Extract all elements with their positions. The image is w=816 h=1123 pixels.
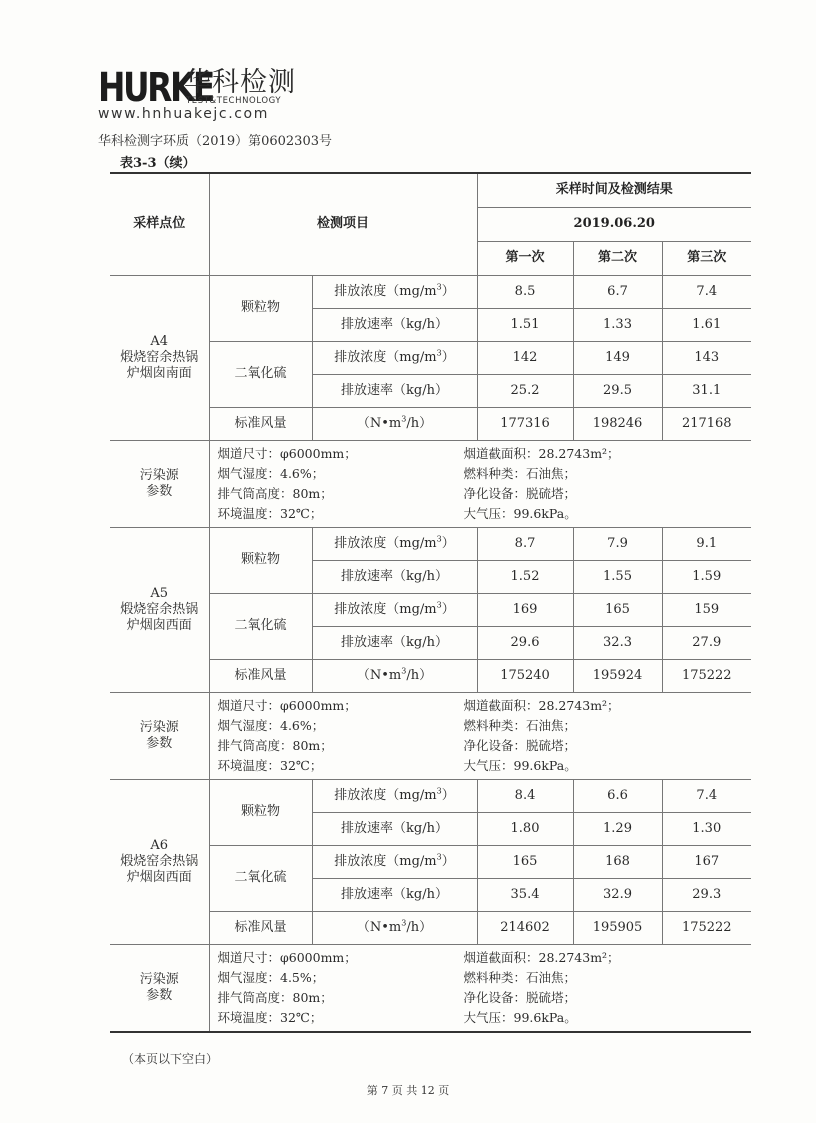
document-number: 华科检测字环质（2019）第0602303号 xyxy=(98,134,332,149)
logo-chinese-name: 华科检测 xyxy=(184,67,296,98)
site-desc-line2: 炉烟囱西面 xyxy=(126,617,192,633)
value-cell: 32.3 xyxy=(573,626,662,659)
value-cell: 1.80 xyxy=(477,812,573,845)
value-cell: 165 xyxy=(573,593,662,626)
item-so2: 二氧化硫 xyxy=(209,593,312,659)
param-conc: 排放浓度$(mg/m^3)$ xyxy=(312,341,477,374)
value-cell: 167 xyxy=(662,845,751,878)
site-desc-line2: 炉烟囱西面 xyxy=(126,869,192,885)
value-cell: 168 xyxy=(573,845,662,878)
source-params-label: 污染源 参数 xyxy=(110,944,209,1032)
value-cell: 35.4 xyxy=(477,878,573,911)
site-name: A6 xyxy=(150,837,169,853)
value-cell: 1.59 xyxy=(662,560,751,593)
flow-unit: $(N•m^3/h)$ xyxy=(312,911,477,944)
value-cell: 142 xyxy=(477,341,573,374)
site-a6-cell xyxy=(110,779,209,944)
param-rate: 排放速率（kg/h） xyxy=(312,560,477,593)
site-a5-cell xyxy=(110,527,209,692)
site-a4-cell xyxy=(110,275,209,440)
source-params-a4: 烟道尺寸：φ6000mm； 烟道截面积：28.2743m²； 烟气湿度：4.6%； 燃料种类：石油焦； 排气筒高度：80m； 净化设备：脱硫塔； 环境温度：32℃； 大气压：99.6kPa。 xyxy=(209,440,751,527)
value-cell: 1.51 xyxy=(477,308,573,341)
value-cell: 1.52 xyxy=(477,560,573,593)
item-so2: 二氧化硫 xyxy=(209,341,312,407)
value-cell: 8.4 xyxy=(477,779,573,812)
item-particulate: 颗粒物 xyxy=(209,779,312,845)
page-number: 第 7 页 共 12 页 xyxy=(366,1084,450,1097)
value-cell: 29.5 xyxy=(573,374,662,407)
value-cell: 175240 xyxy=(477,659,573,692)
value-cell: 7.4 xyxy=(662,275,751,308)
value-cell: 1.30 xyxy=(662,812,751,845)
value-cell: 25.2 xyxy=(477,374,573,407)
header-run-3: 第三次 xyxy=(662,241,751,275)
site-desc-line1: 煅烧窑余热锅 xyxy=(120,601,199,617)
value-cell: 143 xyxy=(662,341,751,374)
header-time-results: 采样时间及检测结果 xyxy=(477,173,751,207)
value-cell: 1.33 xyxy=(573,308,662,341)
param-conc: 排放浓度$(mg/m^3)$ xyxy=(312,779,477,812)
param-conc: 排放浓度$(mg/m^3)$ xyxy=(312,845,477,878)
source-params-a5: 烟道尺寸：φ6000mm； 烟道截面积：28.2743m²； 烟气湿度：4.6%； 燃料种类：石油焦； 排气筒高度：80m； 净化设备：脱硫塔； 环境温度：32℃； 大气压：99.6kPa。 xyxy=(209,692,751,779)
flow-unit: $(N•m^3/h)$ xyxy=(312,659,477,692)
item-particulate: 颗粒物 xyxy=(209,527,312,593)
value-cell: 32.9 xyxy=(573,878,662,911)
flow-unit: $(N•m^3/h)$ xyxy=(312,407,477,440)
site-desc-line1: 煅烧窑余热锅 xyxy=(120,349,199,365)
param-rate: 排放速率（kg/h） xyxy=(312,374,477,407)
value-cell: 217168 xyxy=(662,407,751,440)
source-params-label: 污染源 参数 xyxy=(110,692,209,779)
value-cell: 149 xyxy=(573,341,662,374)
company-website: www.hnhuakejc.com xyxy=(98,106,269,122)
param-rate: 排放速率（kg/h） xyxy=(312,812,477,845)
emission-results-table xyxy=(110,172,751,1033)
value-cell: 1.29 xyxy=(573,812,662,845)
value-cell: 7.9 xyxy=(573,527,662,560)
param-conc: 排放浓度$(mg/m^3)$ xyxy=(312,527,477,560)
value-cell: 1.55 xyxy=(573,560,662,593)
value-cell: 9.1 xyxy=(662,527,751,560)
value-cell: 159 xyxy=(662,593,751,626)
value-cell: 31.1 xyxy=(662,374,751,407)
value-cell: 165 xyxy=(477,845,573,878)
param-rate: 排放速率（kg/h） xyxy=(312,626,477,659)
value-cell: 29.3 xyxy=(662,878,751,911)
param-conc: 排放浓度$(mg/m^3)$ xyxy=(312,275,477,308)
source-params-label: 污染源 参数 xyxy=(110,440,209,527)
table-title: 表3-3（续） xyxy=(120,156,196,171)
header-date: 2019.06.20 xyxy=(477,207,751,241)
param-conc: 排放浓度$(mg/m^3)$ xyxy=(312,593,477,626)
value-cell: 29.6 xyxy=(477,626,573,659)
logo-english-tagline: TEST&TECHNOLOGY xyxy=(186,96,282,106)
logo-mark: HURKE xyxy=(98,65,213,111)
blank-below-note: （本页以下空白） xyxy=(122,1052,219,1066)
site-desc-line1: 煅烧窑余热锅 xyxy=(120,853,199,869)
item-particulate: 颗粒物 xyxy=(209,275,312,341)
value-cell: 175222 xyxy=(662,659,751,692)
header-sampling-point: 采样点位 xyxy=(110,173,209,275)
value-cell: 6.6 xyxy=(573,779,662,812)
source-params-a6: 烟道尺寸：φ6000mm； 烟道截面积：28.2743m²； 烟气湿度：4.5%； 燃料种类：石油焦； 排气筒高度：80m； 净化设备：脱硫塔； 环境温度：32℃； 大气压：99.6kPa。 xyxy=(209,944,751,1032)
value-cell: 169 xyxy=(477,593,573,626)
value-cell: 6.7 xyxy=(573,275,662,308)
site-name: A5 xyxy=(150,585,169,601)
item-flow: 标准风量 xyxy=(209,911,312,944)
header-test-item: 检测项目 xyxy=(209,173,477,275)
value-cell: 177316 xyxy=(477,407,573,440)
header-run-2: 第二次 xyxy=(573,241,662,275)
value-cell: 175222 xyxy=(662,911,751,944)
item-so2: 二氧化硫 xyxy=(209,845,312,911)
value-cell: 198246 xyxy=(573,407,662,440)
site-desc-line2: 炉烟囱南面 xyxy=(126,365,192,381)
value-cell: 8.7 xyxy=(477,527,573,560)
value-cell: 8.5 xyxy=(477,275,573,308)
site-name: A4 xyxy=(150,333,169,349)
value-cell: 27.9 xyxy=(662,626,751,659)
value-cell: 195905 xyxy=(573,911,662,944)
item-flow: 标准风量 xyxy=(209,659,312,692)
param-rate: 排放速率（kg/h） xyxy=(312,308,477,341)
param-rate: 排放速率（kg/h） xyxy=(312,878,477,911)
value-cell: 195924 xyxy=(573,659,662,692)
item-flow: 标准风量 xyxy=(209,407,312,440)
value-cell: 7.4 xyxy=(662,779,751,812)
value-cell: 214602 xyxy=(477,911,573,944)
header-run-1: 第一次 xyxy=(477,241,573,275)
value-cell: 1.61 xyxy=(662,308,751,341)
